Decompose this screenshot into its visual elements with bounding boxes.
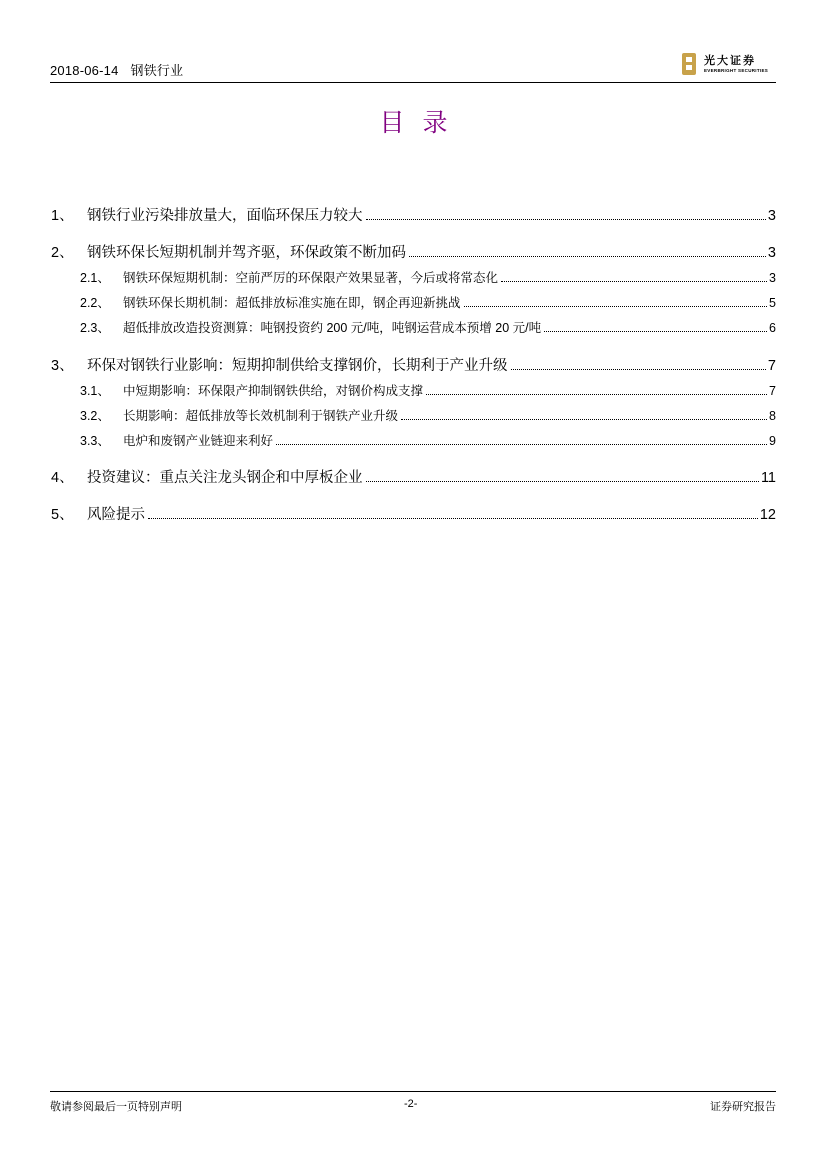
logo-english-name: EVERBRIGHT SECURITIES [704, 68, 769, 73]
page-header [50, 50, 776, 83]
toc-dot-leader [464, 306, 768, 307]
toc-entry-page: 6 [769, 321, 776, 335]
page-number: -2- [404, 1098, 418, 1110]
toc-entry-number: 3、 [51, 358, 74, 374]
toc-entry-title: 钢铁环保长期机制：超低排放标准实施在即，钢企再迎新挑战 [123, 296, 461, 310]
toc-dot-leader [276, 444, 767, 445]
toc-entry-number: 3.3、 [80, 434, 110, 448]
toc-entry-title: 中短期影响：环保限产抑制钢铁供给，对钢价构成支撑 [123, 384, 424, 398]
toc-entry-number: 3.2、 [80, 409, 110, 423]
toc-dot-leader [409, 256, 766, 257]
toc-entry[interactable] [80, 431, 776, 449]
toc-entry-number: 2、 [51, 245, 74, 261]
toc-dot-leader [148, 518, 758, 519]
toc-dot-leader [511, 369, 766, 370]
toc-entry-page: 12 [759, 507, 776, 523]
page-footer [50, 1091, 776, 1116]
toc-entry-title: 钢铁环保短期机制：空前严厉的环保限产效果显著，今后或将常态化 [123, 271, 499, 285]
toc-entry[interactable] [80, 318, 776, 336]
toc-entry-page: 3 [767, 245, 776, 261]
footer-disclaimer: 敬请参阅最后一页特别声明 [50, 1101, 182, 1113]
toc-dot-leader [366, 219, 766, 220]
toc-entry[interactable] [80, 406, 776, 424]
toc-dot-leader [501, 281, 767, 282]
toc-entry[interactable] [80, 293, 776, 311]
toc-entry-title: 环保对钢铁行业影响：短期抑制供给支撑钢价，长期利于产业升级 [87, 358, 508, 374]
toc-entry-number: 4、 [51, 470, 74, 486]
toc-entry-title: 投资建议：重点关注龙头钢企和中厚板企业 [87, 470, 363, 486]
toc-entry[interactable] [51, 354, 776, 375]
toc-title: 目录 [379, 108, 466, 137]
toc-entry-number: 2.2、 [80, 296, 110, 310]
everbright-logo [682, 51, 776, 79]
toc-entry-page: 9 [769, 434, 776, 448]
toc-entry[interactable] [51, 466, 776, 487]
toc-entry[interactable] [51, 503, 776, 524]
toc-entry-page: 7 [767, 358, 776, 374]
toc-entry-title: 钢铁行业污染排放量大，面临环保压力较大 [87, 208, 363, 224]
toc-entry-title: 风险提示 [87, 507, 145, 523]
toc-entry-page: 7 [769, 384, 776, 398]
toc-dot-leader [544, 331, 767, 332]
toc-entry-title: 钢铁环保长短期机制并驾齐驱，环保政策不断加码 [87, 245, 406, 261]
report-date: 2018-06-14 [50, 63, 119, 78]
toc-entry-title: 长期影响：超低排放等长效机制利于钢铁产业升级 [123, 409, 399, 423]
toc-entry-number: 3.1、 [80, 384, 110, 398]
toc-dot-leader [366, 481, 759, 482]
everbright-logo-icon [682, 53, 696, 75]
toc-entry-number: 1、 [51, 208, 74, 224]
industry-label: 钢铁行业 [130, 63, 184, 78]
header-info [50, 60, 183, 79]
toc-entry-title: 电炉和废钢产业链迎来利好 [123, 434, 274, 448]
toc-entry-page: 3 [769, 271, 776, 285]
toc-entry[interactable] [80, 381, 776, 399]
toc-entry[interactable] [51, 204, 776, 225]
footer-doc-type: 证券研究报告 [710, 1101, 776, 1113]
toc-entry-page: 8 [769, 409, 776, 423]
toc-entry-page: 3 [767, 208, 776, 224]
toc-entry[interactable] [51, 241, 776, 262]
toc-dot-leader [426, 394, 767, 395]
toc-entry-number: 2.1、 [80, 271, 110, 285]
toc-entry-number: 5、 [51, 507, 74, 523]
toc-entry[interactable] [80, 268, 776, 286]
logo-chinese-name: 光大证券 [704, 54, 756, 67]
toc-entry-title: 超低排放改造投资测算：吨钢投资约 200 元/吨，吨钢运营成本预增 20 元/吨 [123, 321, 542, 335]
toc-entry-number: 2.3、 [80, 321, 110, 335]
toc-entry-page: 5 [769, 296, 776, 310]
toc-dot-leader [401, 419, 767, 420]
toc-entry-page: 11 [760, 470, 776, 486]
